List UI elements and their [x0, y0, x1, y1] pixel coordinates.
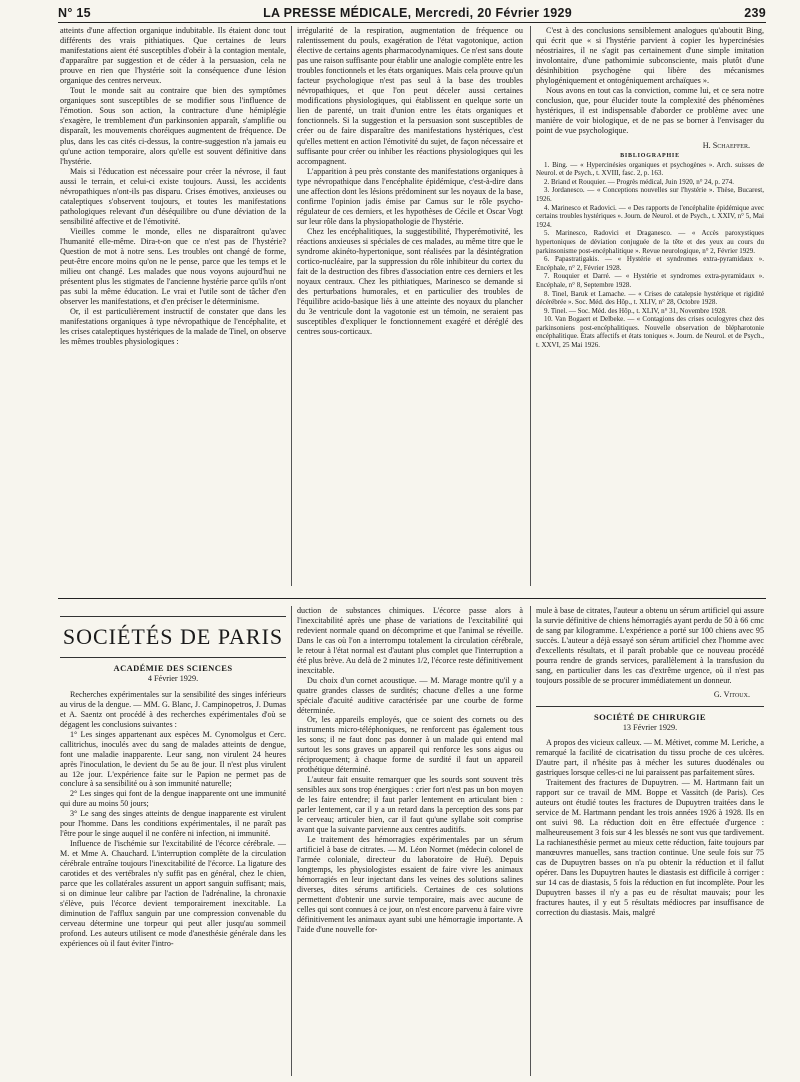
- bibliography-heading: BIBLIOGRAPHIE: [620, 152, 680, 159]
- session-date: 13 Février 1929.: [622, 722, 678, 732]
- bibliography-entry: 9. Tinel. — Soc. Méd. des Hôp., t. XLIV, n° 31, Novembre 1928.: [544, 306, 727, 315]
- session-date: 4 Février 1929.: [147, 673, 199, 683]
- paragraph: duction de substances chimiques. L'écorce passe alors à l'inexcitabilité après une phase de variations de l'excitabilité qui redevient normale quand on décomprime et que l'animal se réveille. Dans le cas où l'on a interrompu totalement la circulation cérébrale, le retour à l'état normal est d'autant plus complet que l'interruption a été plus brève. Au delà de 2 minutes 1/2, l'écorce reste définitivement inexcitable.: [297, 606, 523, 675]
- paragraph: A propos des vicieux calleux. — M. Métivet, comme M. Leriche, a remarqué la facilité de cicatrisation du tissu proche de ces ulcères. D'autre part, il n'hésite pas à mécher les sutures duodénales ou gastriques lorsque celles-ci ne lui paraissent pas parfaitement sûres.: [536, 738, 764, 778]
- bibliography-entry: 3. Jordanesco. — « Conceptions nouvelles sur l'hystérie ». Thèse, Bucarest, 1926.: [536, 186, 764, 203]
- top-column-3: [536, 26, 764, 350]
- top-column-1: [60, 26, 286, 348]
- bibliography-entry: 4. Marinesco et Radovici. — « Des rapports de l'encéphalite épidémique avec certains troubles hystériques ». Journ. de Neurol. et de Psych., t. XXIV, n° 5, Mai 1924.: [536, 203, 764, 229]
- paragraph: Le traitement des hémorragies expérimentales par un sérum artificiel à base de citrates. — M. Léon Normet (médecin colonel de l'armée coloniale, directeur du laboratoire de Hué). Depuis longtemps, les physiologistes essaient de faire vivre les animaux hémorragiés en leur injectant dans les veines des solutions salines diverses, dites sérums artificiels. Certaines de ces solutions permettent d'obtenir une survie temporaire, mais avec aucune de celles qui sont connues à ce jour, on n'est encore parvenu à faire vivre définitivement les animaux ayant subi une hémorragie importante. A l'aide d'une nouvelle for-: [297, 834, 523, 934]
- column-divider: [530, 606, 531, 1076]
- bottom-column-1: [60, 664, 286, 949]
- paragraph: Du choix d'un cornet acoustique. — M. Marage montre qu'il y a quatre grandes classes de surdités; chacune d'elles a une forme spéciale d'acuité auditive caractérisée par une courbe de forme déterminée.: [297, 675, 523, 715]
- bibliography-entry: 7. Rouquier et Darré. — « Hystérie et syndromes extra-pyramidaux ». Encéphale, n° 8, Septembre 1928.: [536, 272, 764, 289]
- paragraph: Nous avons en tout cas la conviction, comme lui, et ce sera notre conclusion, que, pour élucider toute la complexité des phénomènes hystériques, il est indispensable d'aborder ce problème avec une manière de voir biologique, et de ne pas se borner à l'envisager du point de vue psychologique.: [536, 86, 764, 136]
- paragraph: 3° Le sang des singes atteints de dengue inapparente est virulent pour l'homme. Dans les conditions expérimentales, il ne paraît pas l'être pour le singe auquel il ne confère ni infection, ni immunité.: [60, 809, 286, 839]
- column-divider: [291, 26, 292, 586]
- paragraph: Tout le monde sait au contraire que bien des symptômes organiques sont susceptibles de se modifier sous l'influence de l'émotion. Sous son action, la contracture d'une hémiplégie s'exagère, le tremblement d'un parkinsonien apparaît, s'amplifie ou disparaît, les mouvements choréiques augmentent de fréquence. De plus, dans les cas cités ci-dessus, la contre-suggestion n'a jamais eu qu'une action temporaire, alors qu'elle est souvent définitive dans l'hystérie.: [60, 86, 286, 166]
- bottom-column-2: [297, 606, 523, 934]
- paragraph: 1° Les singes appartenant aux espèces M. Cynomolgus et Cerc. callitrichus, inoculés avec du sang de malades atteints de dengue, font une maladie inapparente. Leur sang, non virulent 24 heures après l'inoculation, le devient du 5e au 8e jour. Il n'est plus virulent au 12e jour. L'expérience faite sur le Papion ne permet pas de conclure à sa sensibilité ou à son immunité naturelle;: [60, 729, 286, 789]
- issue-number: N° 15: [58, 6, 91, 20]
- bibliography-entry: 5. Marinesco, Radovici et Draganesco. — « Accès paroxystiques hypertoniques de déviation conjuguée de la tête et des yeux au cours du parkinsonisme post-encéphalitique ». Revue neurologique, n° 2, Février 1929.: [536, 229, 764, 255]
- masthead: [58, 4, 766, 23]
- paragraph: C'est à des conclusions sensiblement analogues qu'aboutit Bing, qui écrit que « si l'hystérie parvient à copier les hypercinésies néostriaires, il ne s'agit pas certainement d'une simple imitation involontaire, d'une pathomimie subconsciente, mais plutôt d'une désinhibition psychogène qui libère des mécanismes phylogéniquement et ontogéniquement archaïques ».: [536, 26, 764, 86]
- bibliography-entry: 1. Bing. — « Hypercinésies organiques et psychogènes ». Arch. suisses de Neurol. et de Psych., t. XVIII, fasc. 2, p. 163.: [536, 160, 764, 178]
- paragraph: Influence de l'ischémie sur l'excitabilité de l'écorce cérébrale. — M. et Mme A. Chauchard. L'interruption complète de la circulation cérébrale entraîne toujours l'inexcitabilité de l'écorce. La ligature des carotides et des vertébrales n'y suffit pas en général, chez le chien, parce que les collatérales assurent un apport sanguin suffisant; mais, si on diminue leur calibre par l'action de l'adrénaline, la chronaxie s'élève, puis l'écorce devient temporairement inexcitable. La diminution de l'afflux sanguin par une compression convenable du cerveau détermine une torpeur qui peut aller jusqu'au sommeil profond. Les auteurs utilisent ce mode d'anesthésie générale dans les expériences où il faut éviter l'intro-: [60, 839, 286, 948]
- paragraph: Chez les encéphalitiques, la suggestibilité, l'hyperémotivité, les réactions anxieuses si spéciales de ces malades, au même titre que le syndrome akinéto-hypertonique, sont réalisées par la désintégration cortico-nucléaire, par la suppression du rôle inhibiteur du cortex du fait de la destruction des fibres d'association entre ces derniers et les noyaux centraux. Chez les pithiatiques, Marinesco se demande si des perturbations humorales, et en particulier des troubles de l'équilibre acido-basique liés à une atteinte des noyaux du plancher du 3e ventricule dont la vagotonie est un témoin, ne seraient pas susceptibles d'expliquer le fonctionnement exagéré et déréglé des centres sous-corticaux.: [297, 226, 523, 337]
- paragraph: 2° Les singes qui font de la dengue inapparente ont une immunité qui dure au moins 50 jours;: [60, 789, 286, 809]
- paragraph: Mais si l'éducation est nécessaire pour créer la névrose, il faut aussi le terrain, et celui-ci existe toujours. Aussi, les accidents névropathiques n'ont-ils pas disparu. Crises émotives, anxieuses ou cataleptiques s'observent toujours, et toutes les manifestations pathologiques relevant d'un déséquilibre ou d'une déviation de la sensibilité affective et de l'émotivité.: [60, 166, 286, 226]
- paragraph: Or, il est particulièrement instructif de constater que dans les manifestations organiques à type névropathique de l'encéphalite, et les crises cataleptiques hystériques de la malade de Tinel, on observe les mêmes troubles physiologiques :: [60, 307, 286, 347]
- top-column-2: [297, 26, 523, 337]
- paragraph: atteints d'une affection organique indubitable. Ils étaient donc tout différents des vrais pithiatiques. Que certaines de leurs manifestations aient été susceptibles d'obéir à la contagion mentale, d'apparaître par suggestion et de céder à la persuasion, cela ne prouve en rien que l'hystérie soit la conséquence d'une lésion organique des centres nerveux.: [60, 26, 286, 86]
- section-divider: [58, 598, 766, 599]
- column-divider: [530, 26, 531, 586]
- journal-title: LA PRESSE MÉDICALE, Mercredi, 20 Février 1929: [263, 6, 573, 20]
- section-title: SOCIÉTÉS DE PARIS: [60, 616, 286, 658]
- subsection-rule: [536, 706, 764, 707]
- paragraph: Traitement des fractures de Dupuytren. — M. Hartmann fait un rapport sur ce travail de MM. Boppe et Vassitch (de Paris). Ces auteurs ont étudié toutes les fractures de Dupuytren traitées dans le service de M. Hartmann pendant les trois années 1926 à 1928. Ils en ont suivi 98. La réduction doit en être effectuée d'urgence : malheureusement 3 fois sur 4 les blessés ne sont vus que tardivement. La rachianesthésie permet au mieux cette réduction, faite toujours par manœuvres manuelles, sans traction continue. Une seule fois sur 75 cas de Dupuytren basses on n'a pu obtenir la réduction et il fallut opérer. Dans les Dupuytren hautes le diastasis est difficile à corriger : sur 14 cas de diastasis, 5 fois la réduction en fut incomplète. Pour les Dupuytren basses il n'y a pas eu de résultat mauvais; pour les fractures hautes, il y eut 5 résultats médiocres par insuffisance de correction du diastasis. Mais, malgré: [536, 778, 764, 917]
- paragraph: L'auteur fait ensuite remarquer que les sourds sont souvent très sensibles aux sons trop énergiques : crier fort n'est pas un bon moyen de les faire entendre; il faut parler lentement en articulant bien : parler lentement, car il y a un retard dans la perception des sons par le cerveau; articuler bien, car il faut qu'une syllabe soit comprise avant que la suivante parvienne aux centres auditifs.: [297, 775, 523, 834]
- society-heading: ACADÉMIE DES SCIENCES: [113, 663, 233, 673]
- column-divider: [291, 606, 292, 1076]
- paragraph: irrégularité de la respiration, augmentation de fréquence ou ralentissement du pouls, exagération de l'état vagotonique, action élective de certains agents pharmacodynamiques. Ce n'est sans doute pas une raison suffisante pour établir une analogie complète entre les troubles fonctionnels et les états organiques. Mais cela prouve qu'un facteur psychologique n'est pas seul à la base des troubles névropathiques, et que l'on peut déceler aussi certaines modifications physiologiques, qui établissent en quelque sorte un lien de parenté, un trait d'union entre les états organiques et fonctionnels. Si la suggestion et la persuasion sont susceptibles de créer ou de faire disparaître des manifestations hystériques, c'est qu'elles mettent en action l'émotivité du sujet, de façon nécessaire et suffisante pour créer ou inhiber les réactions physiologiques qui les accompagnent.: [297, 26, 523, 166]
- paragraph: Vieilles comme le monde, elles ne disparaîtront qu'avec l'humanité elle-même. Dira-t-on que ce n'est pas de l'hystérie? Question de mot à notre sens. Les troubles ont changé de forme, peut-être encore moins qu'on ne le pense, parce que les temps et le milieu ont changé. Les malades que nous voyons aujourd'hui ne présentent plus les stigmates de l'ancienne hystérie parce qu'ils n'ont pas subi la même éducation. Le vrai et l'utile sont de tâcher d'en observer les manifestations, et d'en préciser le déterminisme.: [60, 226, 286, 307]
- bibliography-entry: 6. Papastratigakis. — « Hystérie et syndromes extra-pyramidaux ». Encéphale, n° 2, Février 1928.: [536, 255, 764, 272]
- paragraph: Recherches expérimentales sur la sensibilité des singes inférieurs au virus de la dengue. — MM. G. Blanc, J. Campinopetros, J. Dumas et A. Saentz ont procédé à des recherches expérimentales d'où se dégagent les conclusions suivantes :: [60, 689, 286, 729]
- paragraph: mule à base de citrates, l'auteur a obtenu un sérum artificiel qui assure la survie définitive de chiens hémorragiés ayant perdu de 50 à 66 cmc de sang par kilogramme. L'expérience a porté sur 100 chiens avec 95 succès. L'auteur a déjà essayé son sérum artificiel chez l'homme avec d'excellents résultats, et il paraît probable que ce nouveau procédé pourra rendre de grands services, parallèlement à la transfusion du sang, en particulier dans les cas d'extrême urgence, où il n'est pas toujours possible de se procurer immédiatement un donneur.: [536, 606, 764, 685]
- bottom-column-3: [536, 606, 764, 918]
- author-signature: H. Schaeffer.: [702, 140, 750, 150]
- paragraph: L'apparition à peu près constante des manifestations organiques à type névropathique dans l'encéphalite épidémique, c'est-à-dire dans une affection dont les lésions prédominent sur les noyaux de la base, confirme l'opinion jadis émise par Camus sur le rôle psycho-régulateur de ces derniers, et les hypothèses de Cécile et Oscar Vogt sur leur rôle dans la physiopathologie de l'hystérie.: [297, 166, 523, 226]
- author-signature: G. Vitoux.: [713, 689, 750, 699]
- paragraph: Or, les appareils employés, que ce soient des cornets ou des instruments micro-téléphoniques, ne renforcent pas également tous les sons; il ne faut donc pas donner à un malade qui entend mal surtout les sons graves un appareil qui renforce les sons aigus ou réciproquement; à chaque forme de surdité il faut un appareil prothétique déterminé.: [297, 715, 523, 775]
- bibliography-entry: 8. Tinel, Baruk et Lamache. — « Crises de catalepsie hystérique et rigidité décérébrée ». Soc. Méd. des Hôp., t. XLIV, n° 28, Octobre 1928.: [536, 289, 764, 307]
- society-heading: SOCIÉTÉ DE CHIRURGIE: [594, 711, 706, 722]
- bibliography-entry: 10. Van Bogaert et Delbeke. — « Contagions des crises oculogyres chez des parkinsoniens post-encéphalitiques. Nouvelle observation de blépharotonie encéphalitique. États affectifs et états toniques ». Journ. de Neurol. et de Psych., t. XXVI, 25 Mai 1926.: [536, 315, 764, 350]
- bibliography-entry: 2. Briand et Rouquier. — Progrès médical, Juin 1920, n° 24, p. 274.: [544, 177, 735, 186]
- page-number: 239: [744, 6, 766, 20]
- bibliography-list: [536, 161, 764, 350]
